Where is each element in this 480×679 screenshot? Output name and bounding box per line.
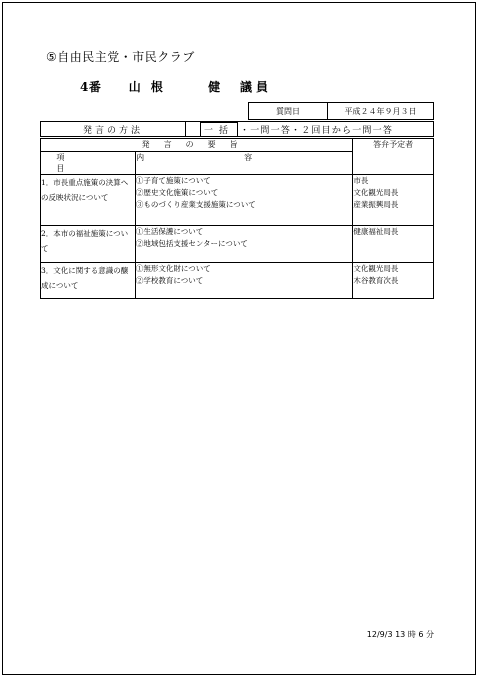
member-title: 議員 [240, 80, 273, 94]
member-family-name: 山根 [128, 80, 173, 94]
header-respondent: 答弁予定者 [353, 139, 434, 175]
content-line: ①子育て施策について [135, 176, 211, 185]
header-item: 項目 [41, 152, 136, 175]
table-row [41, 226, 434, 263]
table-row [41, 175, 434, 226]
row-item: 3．文化に関する意識の醸成について [41, 263, 136, 299]
speech-method-value [186, 122, 433, 136]
speech-method-options: ・一問一答・２回目から一問一答 [240, 125, 394, 136]
row-respondent [353, 175, 434, 226]
row-respondent [353, 263, 434, 299]
row-content [135, 226, 352, 263]
member-name [80, 78, 272, 95]
row-respondent [353, 226, 434, 263]
party-name: ⑤自由民主党・市民クラブ [46, 50, 195, 64]
content-line: ②学校教育について [135, 276, 204, 285]
respondent-line: 文化観光局長 [353, 264, 399, 273]
header-content: 内容 [135, 152, 352, 175]
question-date-value: 平成２４年９月３日 [344, 106, 417, 116]
content-line: ①生活保護について [135, 227, 204, 236]
print-timestamp: 12/9/3 13 時 6 分 [366, 630, 434, 639]
respondent-line: 文化観光局長 [353, 188, 399, 197]
header-summary: 発言の要旨 [41, 139, 353, 152]
speech-summary-table [40, 138, 434, 299]
respondent-line: 産業振興局長 [353, 200, 399, 209]
table-row [41, 263, 434, 299]
question-date-box [248, 102, 434, 120]
speech-method-box [40, 121, 434, 137]
respondent-line: 木谷教育次長 [353, 276, 399, 285]
row-content [135, 263, 352, 299]
row-content [135, 175, 352, 226]
row-item: 1．市長重点施策の決算への反映状況について [41, 175, 136, 226]
member-number: 4番 [80, 80, 102, 94]
question-date-label: 質問日 [249, 103, 328, 119]
member-given-name: 健 [208, 80, 221, 94]
content-line: ③ものづくり産業支援施策について [135, 200, 256, 209]
respondent-line: 市長 [353, 176, 369, 185]
content-line: ①無形文化財について [135, 264, 211, 273]
content-line: ②歴史文化施策について [135, 188, 219, 197]
respondent-line: 健康福祉局長 [353, 227, 399, 236]
row-item: 2．本市の福祉施策について [41, 226, 136, 263]
speech-method-label: 発言の方法 [41, 122, 186, 136]
content-line: ②地域包括支援センターについて [135, 239, 248, 248]
speech-method-selected: 一括 [200, 122, 238, 137]
